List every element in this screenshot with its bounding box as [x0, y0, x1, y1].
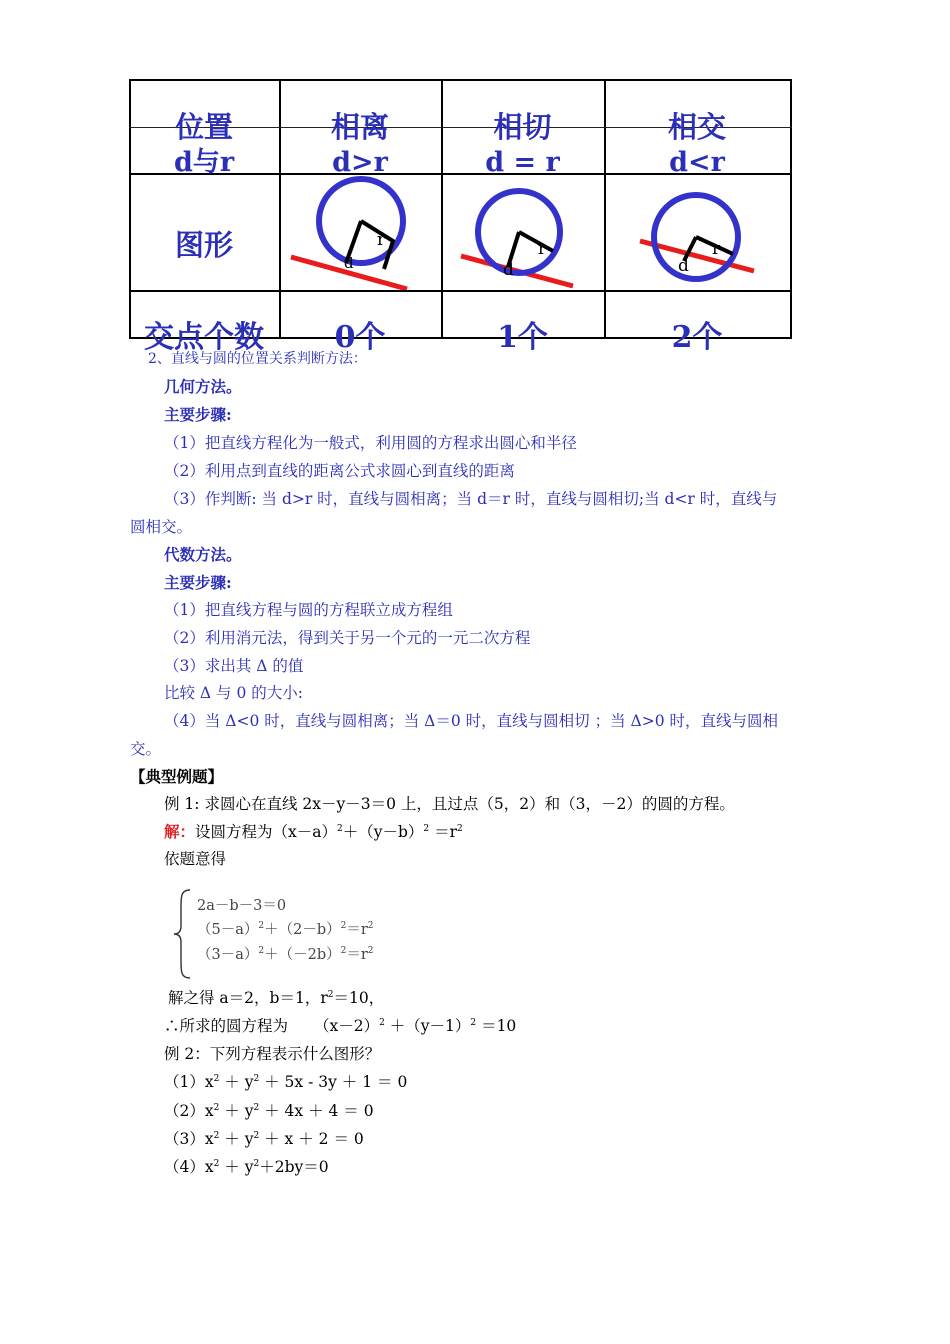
position-relation-table	[129, 79, 792, 355]
section2-title: 2、直线与圆的位置关系判断方法：	[148, 351, 367, 367]
solution-mid2: ＝r	[429, 823, 457, 841]
by-problem: 依题意得	[164, 850, 227, 868]
intersect-r-label: r	[712, 239, 721, 259]
geo-step-3: （3）作判断: 当 d>r 时，直线与圆相离；当 d＝r 时，直线与圆相切;当 d<r 时，直线与	[164, 490, 778, 508]
ex2-2-mid: ＋ y	[219, 1102, 254, 1120]
sup: 2	[470, 1017, 477, 1028]
sup: 2	[457, 823, 463, 834]
system-eq-2	[197, 921, 374, 939]
final-b: ＋（y－1）	[384, 1017, 471, 1035]
ex2-3-post: ＋ x ＋ 2 ＝ 0	[259, 1130, 364, 1148]
alg-compare: 比较 Δ 与 0 的大小:	[164, 684, 303, 702]
ex2-3-pre: （3）x	[164, 1130, 214, 1148]
final-a: （x－2）	[314, 1017, 380, 1035]
header-intersect	[604, 109, 790, 181]
separate-diagram	[279, 175, 441, 290]
sup: 2	[367, 921, 374, 932]
example-1: 例 1: 求圆心在直线 2x－y－3＝0 上，且过点（5，2）和（3，－2）的圆的方程。	[164, 795, 735, 813]
system-eq-1: 2a－b－3＝0	[197, 898, 287, 914]
intersect-d-label: d	[678, 256, 689, 276]
header-position-line1: 位置	[174, 110, 233, 144]
ex2-2-post: ＋ 4x ＋ 4 ＝ 0	[259, 1102, 374, 1120]
sup: 2	[367, 946, 374, 957]
sup: 2	[340, 921, 347, 932]
ex2-item-2	[164, 1101, 374, 1121]
sup: 2	[379, 1017, 385, 1028]
sup: 2	[213, 1158, 220, 1169]
solution-line	[164, 822, 463, 842]
count-intersect: 2个	[671, 320, 723, 355]
ex2-3-mid: ＋ y	[219, 1130, 254, 1148]
sup: 2	[258, 946, 265, 957]
system-eq-2a: （5－a）	[197, 922, 259, 938]
table-row-divider-2	[129, 290, 792, 292]
sup: 2	[213, 1102, 220, 1113]
system-eq-3a: （3－a）	[197, 947, 259, 963]
system-eq-2c: ＝r	[346, 922, 368, 938]
sup: 2	[253, 1158, 260, 1169]
solution-mid1: ＋（y－b）	[342, 823, 424, 841]
header-tangent-line1: 相切	[493, 110, 552, 144]
solved-b: ＝10，	[333, 989, 385, 1007]
tangent-d-label: d	[503, 260, 514, 280]
solved-values	[168, 988, 384, 1008]
sup: 2	[213, 1073, 220, 1084]
count-tangent: 1个	[497, 320, 548, 355]
tangent-radius	[519, 232, 553, 251]
geo-step-2: （2）利用点到直线的距离公式求圆心到直线的距离	[164, 462, 515, 480]
geo-method-title: 几何方法。	[164, 377, 242, 396]
alg-step-2: （2）利用消元法，得到关于另一个元的一元二次方程	[164, 629, 531, 647]
alg-step-1: （1）把直线方程与圆的方程联立成方程组	[164, 601, 453, 619]
system-eq-2b: ＋（2－b）	[264, 922, 341, 938]
alg-steps-title: 主要步骤:	[164, 573, 232, 592]
ex2-4-post: ＋2by＝0	[259, 1158, 329, 1176]
final-c: ＝10	[476, 1017, 517, 1035]
system-eq-3b: ＋（－2b）	[264, 947, 341, 963]
ex2-item-3	[164, 1129, 364, 1149]
equation-system-brace	[172, 888, 194, 980]
sup: 2	[423, 823, 430, 834]
header-separate-line2: d>r	[332, 147, 388, 178]
tangent-r-label: r	[538, 239, 547, 259]
solution-label: 解：	[164, 822, 196, 841]
geo-steps-title: 主要步骤:	[164, 405, 232, 424]
count-row-label: 交点个数	[144, 320, 264, 355]
figure-row-label: 图形	[174, 228, 233, 262]
final-answer	[164, 1016, 516, 1036]
header-position-line2: d与r	[173, 147, 235, 178]
table-border-right	[790, 79, 792, 339]
sup: 2	[253, 1073, 260, 1084]
ex2-4-pre: （4）x	[164, 1158, 214, 1176]
sup: 2	[258, 921, 265, 932]
alg-step-4-cont: 交。	[130, 740, 162, 758]
system-eq-3c: ＝r	[346, 947, 368, 963]
geo-step-1: （1）把直线方程化为一般式，利用圆的方程求出圆心和半径	[164, 434, 577, 452]
ex2-item-4	[164, 1157, 329, 1177]
header-tangent-line2: d = r	[485, 147, 560, 178]
separate-d-label: d	[344, 254, 354, 272]
sup: 2	[337, 823, 343, 834]
header-separate	[279, 109, 441, 181]
sup: 2	[327, 989, 334, 1000]
header-intersect-line2: d<r	[669, 147, 725, 178]
intersect-diagram	[604, 175, 790, 290]
example-2: 例 2：下列方程表示什么图形？	[164, 1045, 381, 1063]
tangent-diagram	[441, 175, 604, 290]
header-tangent	[441, 109, 604, 181]
solved-a: 解之得 a＝2，b＝1，r	[168, 989, 328, 1007]
header-separate-line1: 相离	[330, 110, 389, 144]
sup: 2	[340, 946, 347, 957]
therefore-text: ∴所求的圆方程为	[164, 1017, 289, 1035]
sup: 2	[213, 1130, 220, 1141]
count-separate: 0个	[334, 320, 386, 355]
sup: 2	[253, 1130, 260, 1141]
alg-method-title: 代数方法。	[164, 545, 242, 564]
solution-text: 设圆方程为（x－a）	[195, 823, 337, 841]
system-eq-3	[197, 946, 374, 964]
separate-r-label: r	[377, 230, 386, 250]
ex2-1-mid: ＋ y	[219, 1073, 254, 1091]
sup: 2	[253, 1102, 260, 1113]
header-position	[129, 109, 279, 181]
alg-step-4: （4）当 Δ<0 时，直线与圆相离；当 Δ＝0 时，直线与圆相切 ；当 Δ>0 时，直线与圆相	[164, 712, 778, 730]
ex2-4-mid: ＋ y	[219, 1158, 254, 1176]
ex2-item-1	[164, 1072, 407, 1092]
header-intersect-line1: 相交	[667, 110, 726, 144]
alg-step-3: （3）求出其 Δ 的值	[164, 657, 304, 675]
ex2-1-pre: （1）x	[164, 1073, 214, 1091]
examples-heading: 【典型例题】	[130, 767, 224, 786]
ex2-1-post: ＋ 5x - 3y ＋ 1 ＝ 0	[259, 1073, 408, 1091]
geo-step-3-cont: 圆相交。	[130, 518, 193, 536]
ex2-2-pre: （2）x	[164, 1102, 214, 1120]
table-border-top	[129, 79, 792, 81]
